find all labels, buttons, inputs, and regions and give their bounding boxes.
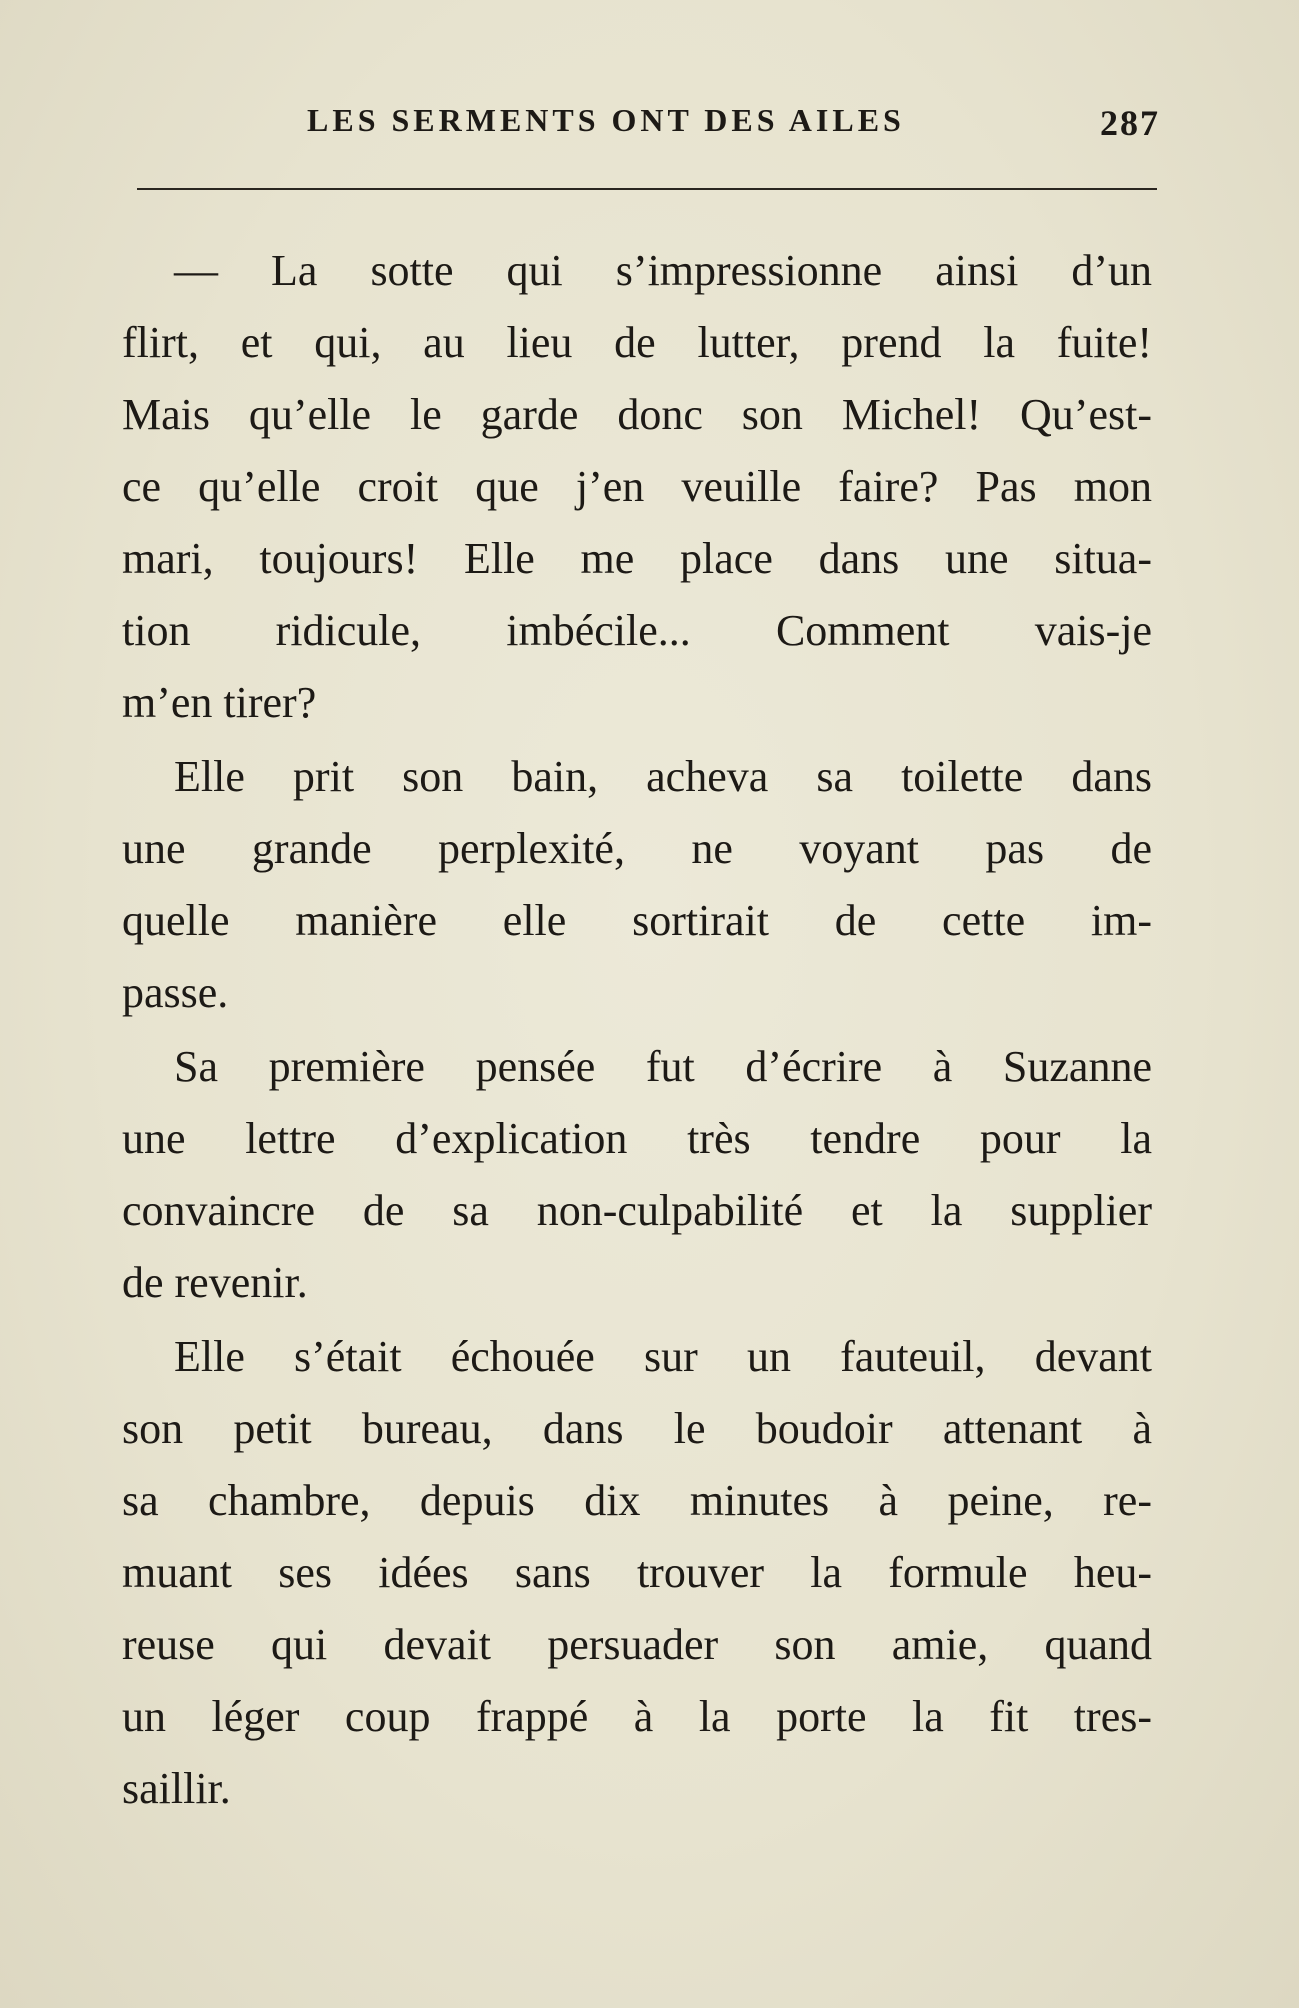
text-line: flirt, et qui, au lieu de lutter, prend la fuite! [122, 318, 1152, 367]
text-line: — La sotte qui s’impressionne ainsi d’un [174, 246, 1152, 295]
text-line: tion ridicule, imbécile... Comment vais-je [122, 606, 1152, 655]
text-line: saillir. [122, 1764, 231, 1813]
header-rule [137, 188, 1157, 190]
text-line: de revenir. [122, 1258, 308, 1307]
paragraph [122, 235, 1152, 739]
text-line: son petit bureau, dans le boudoir attenant à [122, 1404, 1152, 1453]
text-line: sa chambre, depuis dix minutes à peine, re- [122, 1476, 1152, 1525]
text-line: un léger coup frappé à la porte la fit tres- [122, 1692, 1152, 1741]
text-line: Sa première pensée fut d’écrire à Suzanne [174, 1042, 1152, 1091]
text-line: passe. [122, 968, 229, 1017]
text-line: ce qu’elle croit que j’en veuille faire? Pas mon [122, 462, 1152, 511]
text-line: quelle manière elle sortirait de cette im- [122, 896, 1152, 945]
body-text [122, 235, 1152, 1825]
text-line: Elle s’était échouée sur un fauteuil, devant [174, 1332, 1152, 1381]
paragraph [122, 1321, 1152, 1825]
text-line: muant ses idées sans trouver la formule heu- [122, 1548, 1152, 1597]
text-line: reuse qui devait persuader son amie, quand [122, 1620, 1152, 1669]
text-line: Elle prit son bain, acheva sa toilette dans [174, 752, 1152, 801]
text-line: une grande perplexité, ne voyant pas de [122, 824, 1152, 873]
text-line: m’en tirer? [122, 678, 317, 727]
page-number: 287 [1100, 103, 1160, 143]
text-line: Mais qu’elle le garde donc son Michel! Qu’est- [122, 390, 1152, 439]
text-line: convaincre de sa non-culpabilité et la supplier [122, 1186, 1152, 1235]
running-head [135, 102, 1160, 152]
paragraph [122, 741, 1152, 1029]
paragraph [122, 1031, 1152, 1319]
text-line: une lettre d’explication très tendre pour la [122, 1114, 1152, 1163]
text-line: mari, toujours! Elle me place dans une situa- [122, 534, 1152, 583]
running-title: LES SERMENTS ONT DES AILES [307, 102, 905, 138]
